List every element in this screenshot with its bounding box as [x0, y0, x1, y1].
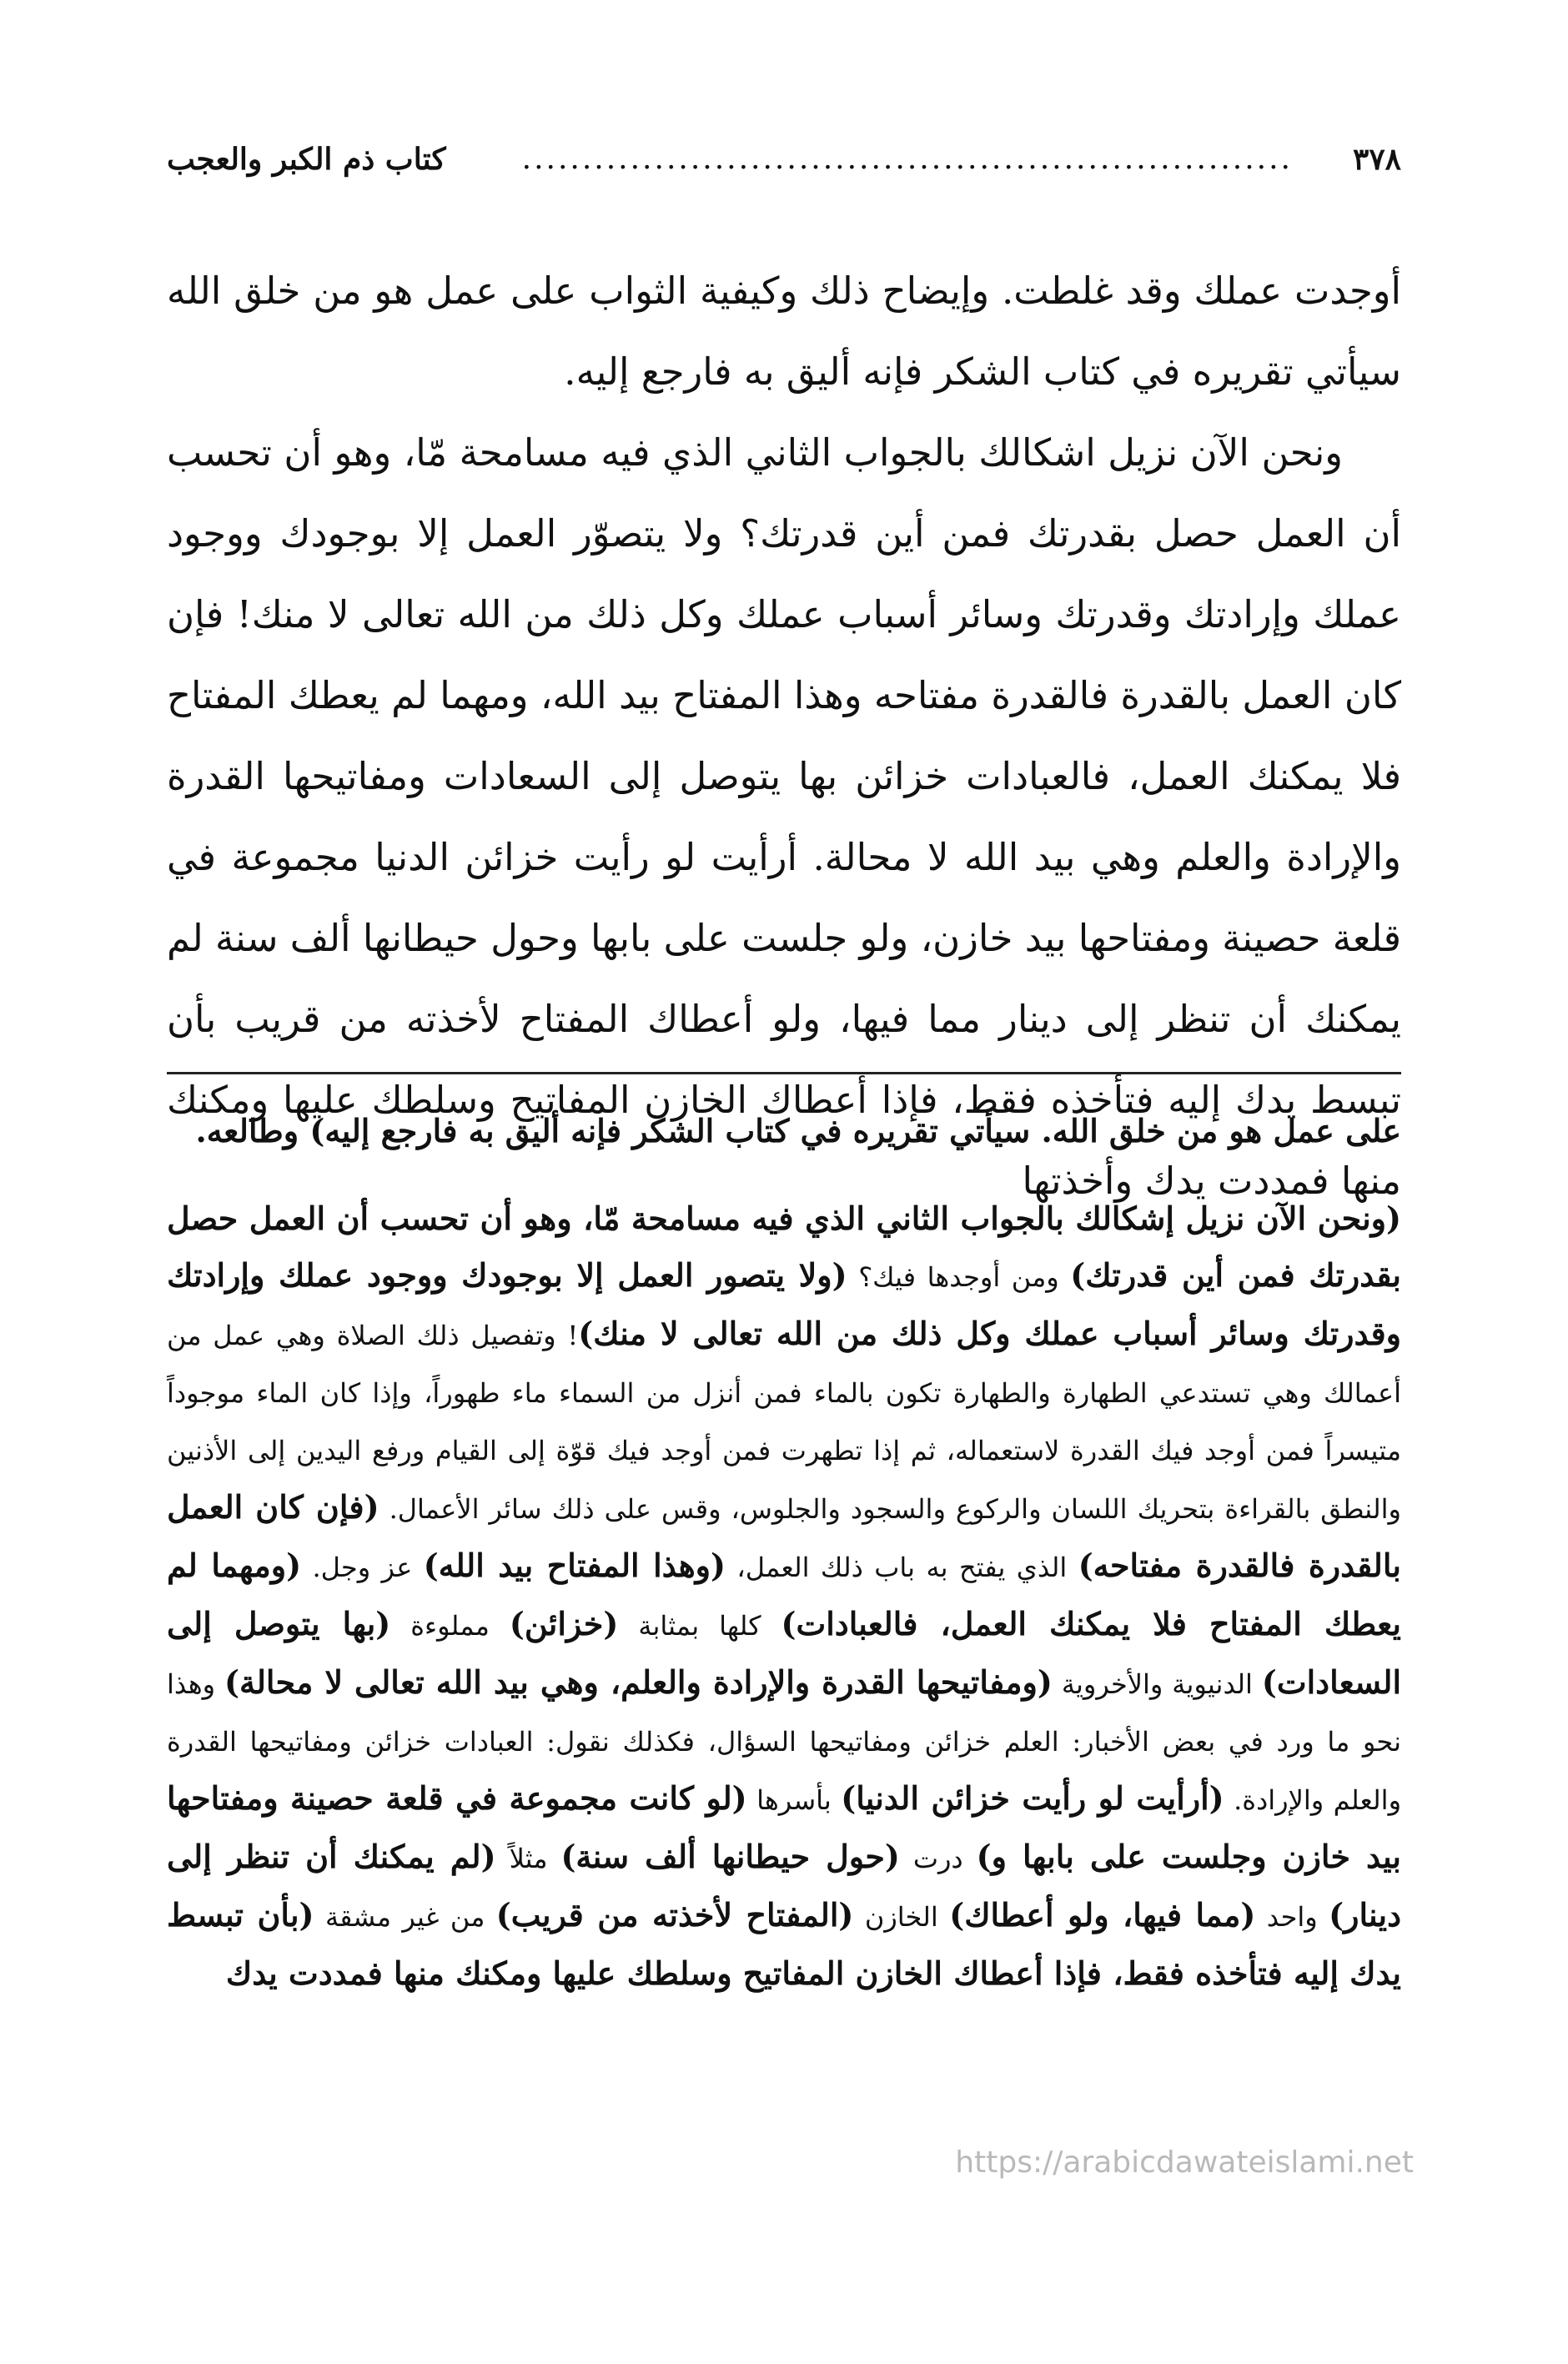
commentary-gloss: درت [899, 1843, 977, 1874]
quoted-text: (فإن كان العمل بالقدرة فالقدرة مفتاحه) [167, 1488, 1401, 1584]
quoted-text: (حول حيطانها ألف سنة) [560, 1838, 900, 1875]
commentary-gloss: وهذا نحو ما ورد في بعض الأخبار: العلم خزائن ومفاتيحها السؤال، فكذلك نقول: العبادات خزائن ومفاتيحها القدرة والعلم والإرادة. [167, 1668, 1402, 1816]
main-paragraph-1: أوجدت عملك وقد غلطت. وإيضاح ذلك وكيفية الثواب على عمل هو من خلق الله سيأتي تقريره في كتاب الشكر فإنه أليق به فارجع إليه. [167, 269, 1401, 394]
quoted-text: (بها يتوصل إلى السعادات) [167, 1605, 1402, 1701]
page-number: ٣٧٨ [1352, 142, 1401, 177]
commentary-gloss: ! وتفصيل ذلك الصلاة وهي عمل من أعمالك وهي تستدعي الطهارة والطهارة تكون بالماء فمن أنزل من السماء ماء طهوراً، وإذا كان الماء موجوداً متيسراً فمن أوجد فيك القدرة لاستعماله، ثم إذا تطهرت فمن أوجد فيك قوّة إلى القيام ورفع اليدين إلى الأذنين والنطق بالقراءة بتحريك اللسان والركوع والسجود والجلوس، وقس على ذلك سائر الأعمال. [167, 1320, 1401, 1525]
quoted-text: (بأن تبسط يدك إليه فتأخذه فقط، فإذا أعطاك الخازن المفاتيح وسلطك عليها ومكنك منها فمددت يدك [167, 1896, 1401, 1992]
quoted-text: (المفتاح لأخذته من قريب) [495, 1896, 854, 1934]
quoted-text: (خزائن) [509, 1605, 619, 1642]
quoted-text: (ولا يتصور العمل إلا بوجودك ووجود عملك وإرادتك وقدرتك وسائر أسباب عملك وكل ذلك من الله تعالى لا منك) [167, 1256, 1401, 1352]
quoted-text: (أرأيت لو رأيت خزائن الدنيا) [841, 1779, 1224, 1817]
main-paragraph-2: ونحن الآن نزيل اشكالك بالجواب الثاني الذي فيه مسامحة مّا، وهو أن تحسب أن العمل حصل بقدرتك فمن أين قدرتك؟ ولا يتصوّر العمل إلا بوجودك ووجود عملك وإرادتك وقدرتك وسائر أسباب عملك وكل ذلك من الله تعالى لا منك! فإن كان العمل بالقدرة فالقدرة مفتاحه وهذا المفتاح بيد الله، ومهما لم يعطك المفتاح فلا يمكنك العمل، فالعبادات خزائن بها يتوصل إلى السعادات ومفاتيحها القدرة والإرادة والعلم وهي بيد الله لا محالة. أرأيت لو رأيت خزائن الدنيا مجموعة في قلعة حصينة ومفتاحها بيد خازن، ولو جلست على بابها وحول حيطانها ألف سنة لم يمكنك أن تنظر إلى دينار مما فيها، ولو أعطاك المفتاح لأخذته من قريب بأن تبسط يدك إليه فتأخذه فقط، فإذا أعطاك الخازن المفاتيح وسلطك عليها ومكنك منها فمددت يدك وأخذتها [167, 430, 1401, 1203]
quoted-text: (وهذا المفتاح بيد الله) [423, 1547, 726, 1584]
commentary-paragraph [167, 1190, 1401, 2002]
commentary-gloss: الخازن [853, 1901, 950, 1933]
commentary-text [167, 1084, 1401, 2002]
chapter-title: كتاب ذم الكبر والعجب [167, 142, 446, 177]
watermark-url: https://arabicdawateislami.net [955, 2145, 1414, 2180]
main-text [167, 250, 1401, 1221]
commentary-gloss: كلها بمثابة [618, 1610, 781, 1642]
commentary-gloss: مملوءة [390, 1610, 510, 1642]
running-header [167, 142, 1401, 200]
quoted-text: (ومفاتيحها القدرة والإرادة والعلم، وهي بيد الله تعالى لا محالة) [224, 1663, 1053, 1701]
quoted-text: (ونحن الآن نزيل إشكالك بالجواب الثاني الذي فيه مسامحة مّا، وهو أن تحسب أن العمل حصل بقدرتك فمن أين قدرتك) [167, 1200, 1402, 1294]
commentary-line-1: على عمل هو من خلق الله. سيأتي تقريره في كتاب الشكر فإنه أليق به فارجع إليه) وطالعه. [195, 1112, 1401, 1149]
quoted-text: (لو كانت مجموعة في قلعة حصينة ومفتاحها بيد خازن وجلست على بابها و) [167, 1779, 1401, 1875]
commentary-gloss: ومن أوجدها فيك؟ [847, 1261, 1071, 1293]
commentary-gloss: الدنيوية والأخروية [1052, 1668, 1262, 1700]
header-leader-dots: ................................................................ [521, 142, 1293, 176]
commentary-gloss: واحد [1255, 1901, 1329, 1933]
commentary-gloss: مثلاً [495, 1843, 561, 1874]
commentary-gloss: من غير مشقة [314, 1901, 496, 1933]
quoted-text: (ومهما لم يعطك المفتاح فلا يمكنك العمل، فالعبادات) [167, 1547, 1402, 1642]
quoted-text: (مما فيها، ولو أعطاك) [949, 1896, 1256, 1934]
commentary-gloss: عز وجل. [301, 1552, 424, 1583]
footnote-separator [167, 1072, 1401, 1074]
commentary-gloss: الذي يفتح به باب ذلك العمل، [725, 1552, 1078, 1583]
quoted-text: (لم يمكنك أن تنظر إلى دينار) [167, 1838, 1401, 1934]
commentary-gloss: بأسرها [746, 1784, 842, 1816]
